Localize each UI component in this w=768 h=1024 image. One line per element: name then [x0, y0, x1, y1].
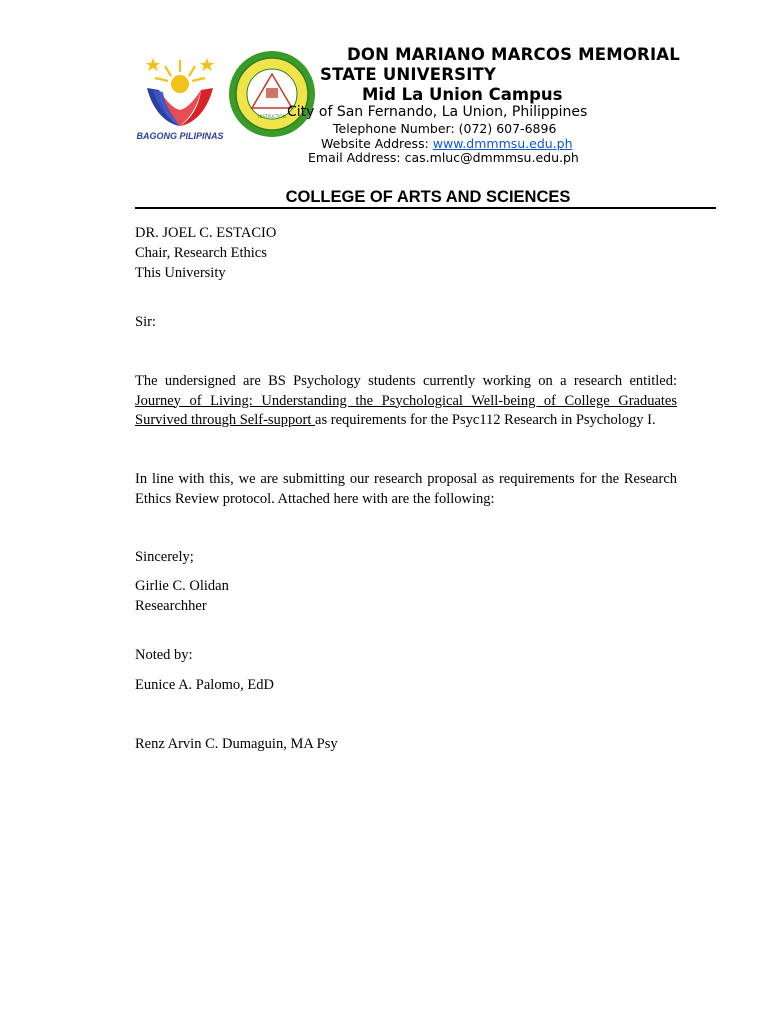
- university-seal: [228, 50, 316, 138]
- paragraph-lead: The undersigned are BS Psychology students currently working on a research entitled:: [135, 373, 677, 389]
- sun-icon: [146, 58, 214, 93]
- noted-by-label: Noted by:: [135, 647, 193, 663]
- logo-text: BAGONG PILIPINAS: [136, 131, 224, 141]
- research-title: Journey of Living: Understanding the Psychological Well-being of College Graduates Survived through Self-support: [135, 392, 677, 428]
- closing: Sincerely;: [135, 549, 194, 565]
- city-address: City of San Fernando, La Union, Philippines: [287, 104, 588, 120]
- college-heading: COLLEGE OF ARTS AND SCIENCES: [285, 188, 571, 206]
- bagong-pilipinas-logo: [133, 50, 228, 142]
- recipient-name: DR. JOEL C. ESTACIO: [135, 225, 277, 241]
- seal-text: INSTRUCTION: [258, 114, 286, 119]
- noted-by-name-1: Eunice A. Palomo, EdD: [135, 677, 274, 693]
- email-address: Email Address: cas.mluc@dmmmsu.edu.ph: [308, 150, 579, 165]
- telephone-number: Telephone Number: (072) 607-6896: [333, 121, 557, 136]
- website-label: Website Address:: [321, 136, 433, 151]
- signatory-role: Researchher: [135, 598, 207, 614]
- website-address: [321, 136, 573, 151]
- recipient-institution: This University: [135, 265, 226, 281]
- recipient-position: Chair, Research Ethics: [135, 245, 267, 261]
- university-name-line1: DON MARIANO MARCOS MEMORIAL: [347, 45, 680, 64]
- campus-name: Mid La Union Campus: [362, 85, 563, 104]
- paragraph-tail: as requirements for the Psyc112 Research in Psychology I.: [315, 412, 656, 428]
- header-divider: [135, 207, 716, 209]
- signatory-name: Girlie C. Olidan: [135, 578, 229, 594]
- university-name-line2: STATE UNIVERSITY: [320, 65, 497, 84]
- website-link[interactable]: www.dmmmsu.edu.ph: [432, 136, 573, 151]
- noted-by-name-2: Renz Arvin C. Dumaguin, MA Psy: [135, 736, 338, 752]
- body-paragraph-1: [135, 372, 677, 431]
- salutation: Sir:: [135, 314, 156, 330]
- body-paragraph-2: In line with this, we are submitting our research proposal as requirements for the Research Ethics Review protocol. Attached here with are the following:: [135, 471, 677, 507]
